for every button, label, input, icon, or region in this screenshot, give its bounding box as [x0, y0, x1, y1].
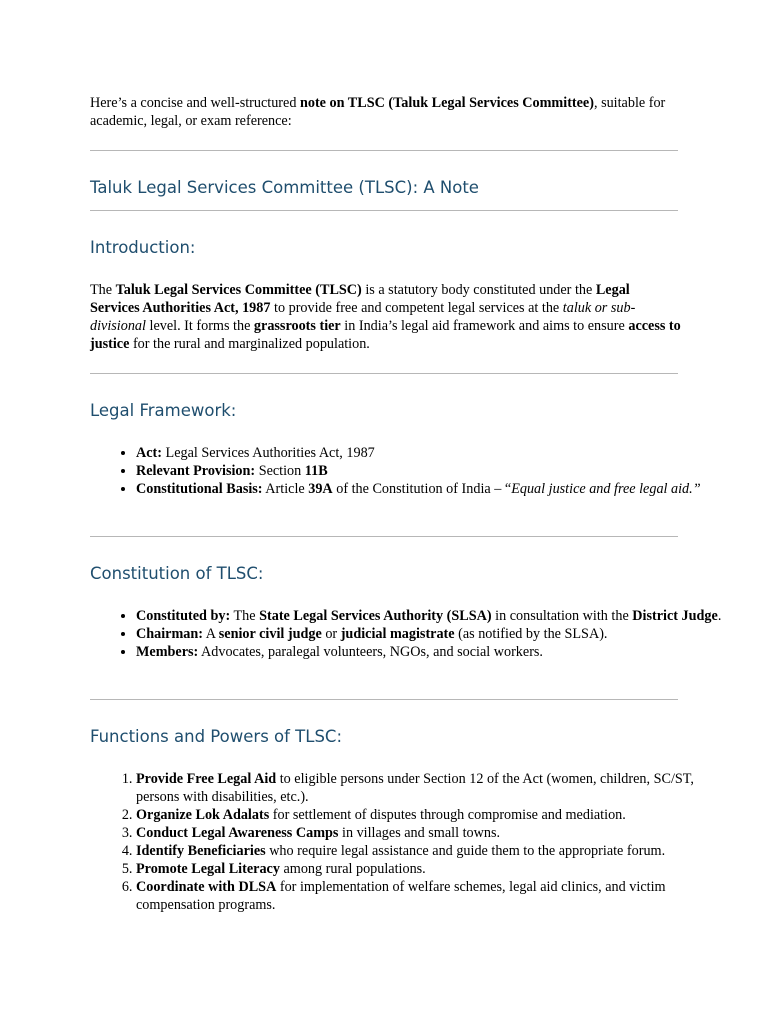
item-text: for settlement of disputes through compromise and mediation.	[269, 807, 626, 823]
item-text: Advocates, paralegal volunteers, NGOs, and social workers.	[198, 644, 543, 660]
list-item	[136, 444, 728, 462]
item-text: Article	[262, 481, 309, 497]
item-label: Identify Beneficiaries	[136, 843, 266, 859]
item-text: Section	[255, 463, 305, 479]
introduction-heading: Introduction:	[90, 238, 196, 257]
item-text: in consultation with the	[491, 608, 633, 624]
intro-bold: note on TLSC (Taluk Legal Services Committee)	[299, 95, 594, 111]
item-text: A	[203, 626, 219, 642]
item-label: Relevant Provision:	[136, 463, 256, 479]
functions-heading: Functions and Powers of TLSC:	[90, 727, 343, 746]
intro-text: Here’s a concise and well-structured	[90, 95, 300, 111]
list-item	[136, 607, 728, 625]
list-item	[136, 480, 728, 498]
text: level. It forms the	[145, 318, 254, 334]
list-item	[136, 806, 728, 824]
introduction-paragraph	[90, 281, 682, 353]
item-label: Promote Legal Literacy	[136, 861, 280, 877]
bold-text: 11B	[304, 463, 328, 479]
bold-text: State Legal Services Authority (SLSA)	[259, 608, 492, 624]
italic-text: taluk or sub-divisional	[90, 300, 636, 334]
text: in India’s legal aid framework and aims to ensure	[340, 318, 629, 334]
intro-text-end: , suitable for academic, legal, or exam reference:	[90, 95, 666, 129]
item-label: Members:	[136, 644, 199, 660]
list-item	[136, 770, 728, 806]
functions-list	[90, 770, 728, 914]
constitution-list	[90, 607, 728, 661]
legal-framework-list	[90, 444, 728, 498]
item-text: or	[321, 626, 341, 642]
list-item	[136, 878, 728, 914]
intro-line	[90, 94, 682, 130]
item-text: of the Constitution of India – “	[332, 481, 512, 497]
text: The	[90, 282, 116, 298]
text: is a statutory body constituted under the	[361, 282, 596, 298]
item-text: (as notified by the SLSA).	[454, 626, 608, 642]
item-label: Act:	[136, 445, 162, 461]
item-label: Conduct Legal Awareness Camps	[136, 825, 339, 841]
list-item	[136, 625, 728, 643]
item-label: Provide Free Legal Aid	[136, 771, 277, 787]
divider	[90, 210, 678, 211]
constitution-heading: Constitution of TLSC:	[90, 564, 264, 583]
divider	[90, 373, 678, 374]
divider	[90, 150, 678, 151]
italic-text: Equal justice and free legal aid.”	[511, 481, 701, 497]
item-label: Organize Lok Adalats	[136, 807, 270, 823]
bold-text: grassroots tier	[253, 318, 341, 334]
bold-text: judicial magistrate	[340, 626, 455, 642]
item-label: Constituted by:	[136, 608, 231, 624]
item-text: who require legal assistance and guide them to the appropriate forum.	[265, 843, 666, 859]
list-item	[136, 860, 728, 878]
item-text: The	[230, 608, 260, 624]
item-label: Chairman:	[136, 626, 203, 642]
item-text: among rural populations.	[279, 861, 426, 877]
list-item	[136, 643, 728, 661]
list-item	[136, 824, 728, 842]
divider	[90, 536, 678, 537]
page-title: Taluk Legal Services Committee (TLSC): A Note	[90, 178, 479, 197]
divider	[90, 699, 678, 700]
text: to provide free and competent legal services at the	[270, 300, 563, 316]
item-text: for implementation of welfare schemes, legal aid clinics, and victim compensation programs.	[136, 879, 666, 913]
item-text: .	[717, 608, 722, 624]
item-label: Coordinate with DLSA	[136, 879, 277, 895]
bold-text: District Judge	[632, 608, 718, 624]
bold-text: access to justice	[90, 318, 681, 352]
item-text: Legal Services Authorities Act, 1987	[162, 445, 375, 461]
item-text: to eligible persons under Section 12 of the Act (women, children, SC/ST, persons with disabilities, etc.).	[136, 771, 694, 805]
text: for the rural and marginalized population.	[129, 336, 370, 352]
bold-text: 39A	[308, 481, 333, 497]
list-item	[136, 462, 728, 480]
legal-framework-heading: Legal Framework:	[90, 401, 237, 420]
bold-text: Legal Services Authorities Act, 1987	[90, 282, 630, 316]
list-item	[136, 842, 728, 860]
item-text: in villages and small towns.	[338, 825, 501, 841]
item-label: Constitutional Basis:	[136, 481, 263, 497]
bold-text: senior civil judge	[218, 626, 322, 642]
bold-text: Taluk Legal Services Committee (TLSC)	[115, 282, 362, 298]
